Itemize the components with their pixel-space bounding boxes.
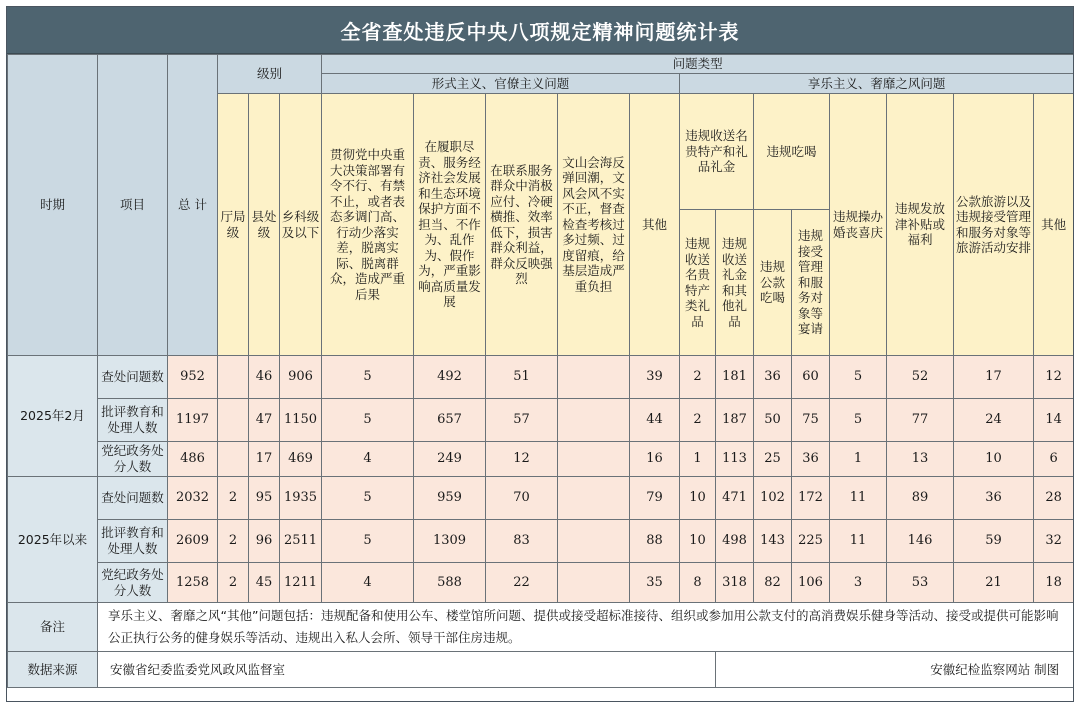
data-cell: 4: [322, 563, 414, 603]
data-cell: 45: [249, 563, 280, 603]
header-formalism-col: 贯彻党中央重大决策部署有令不行、有禁不止，或者表态多调门高、行动少落实差，脱离实际、脱离群众，造成严重后果: [322, 94, 414, 356]
table-row: [8, 356, 1074, 399]
data-cell: 50: [754, 399, 792, 442]
header-total: 总 计: [168, 55, 218, 356]
data-cell: 39: [630, 356, 680, 399]
data-cell: 172: [792, 477, 830, 520]
header-gift-col: 违规收送名贵特产类礼品: [680, 210, 716, 356]
header-dining-col: 违规公款吃喝: [754, 210, 792, 356]
data-cell: [558, 520, 630, 563]
data-cell: 52: [887, 356, 954, 399]
data-cell: 2032: [168, 477, 218, 520]
row-item-label: 批评教育和处理人数: [98, 520, 168, 563]
data-cell: [558, 442, 630, 477]
data-cell: 952: [168, 356, 218, 399]
header-hedonism-group: 享乐主义、奢靡之风问题: [680, 74, 1074, 94]
data-cell: 469: [280, 442, 322, 477]
data-cell: 5: [322, 477, 414, 520]
data-cell: 8: [680, 563, 716, 603]
data-cell: 95: [249, 477, 280, 520]
data-cell: 11: [830, 520, 887, 563]
sheet-title: 全省查处违反中央八项规定精神问题统计表: [7, 7, 1073, 54]
data-cell: 588: [414, 563, 486, 603]
data-cell: 181: [716, 356, 754, 399]
data-cell: [218, 399, 249, 442]
data-cell: [218, 442, 249, 477]
header-dining-col: 违规接受管理和服务对象等宴请: [792, 210, 830, 356]
header-item: 项目: [98, 55, 168, 356]
data-cell: 5: [830, 356, 887, 399]
stats-sheet: [6, 6, 1074, 702]
table-row: [8, 477, 1074, 520]
data-cell: [558, 399, 630, 442]
header-formalism-other: 其他: [630, 94, 680, 356]
data-cell: 12: [486, 442, 558, 477]
data-cell: 102: [754, 477, 792, 520]
data-cell: 28: [1034, 477, 1074, 520]
data-cell: 22: [486, 563, 558, 603]
data-cell: 1150: [280, 399, 322, 442]
header-formalism-col: 文山会海反弹回潮，文风会风不实不正，督查检查考核过多过频、过度留痕，给基层造成严重负担: [558, 94, 630, 356]
header-formalism-col: 在联系服务群众中消极应付、冷硬横推、效率低下，损害群众利益，群众反映强烈: [486, 94, 558, 356]
table-row: [8, 442, 1074, 477]
stats-table: [7, 54, 1074, 688]
data-cell: 79: [630, 477, 680, 520]
table-row: [8, 520, 1074, 563]
data-cell: 18: [1034, 563, 1074, 603]
data-cell: 1935: [280, 477, 322, 520]
data-cell: 77: [887, 399, 954, 442]
data-cell: 959: [414, 477, 486, 520]
data-cell: 187: [716, 399, 754, 442]
data-cell: 16: [630, 442, 680, 477]
data-cell: 25: [754, 442, 792, 477]
data-cell: 486: [168, 442, 218, 477]
data-cell: 70: [486, 477, 558, 520]
data-cell: 1211: [280, 563, 322, 603]
data-cell: 498: [716, 520, 754, 563]
data-cell: [558, 563, 630, 603]
table-row: [8, 563, 1074, 603]
data-cell: 60: [792, 356, 830, 399]
data-cell: 471: [716, 477, 754, 520]
data-cell: 5: [322, 356, 414, 399]
data-cell: 21: [954, 563, 1034, 603]
data-cell: [558, 477, 630, 520]
header-gift-col: 违规收送礼金和其他礼品: [716, 210, 754, 356]
data-cell: 2511: [280, 520, 322, 563]
data-cell: 12: [1034, 356, 1074, 399]
data-cell: 2: [218, 477, 249, 520]
data-cell: 59: [954, 520, 1034, 563]
data-cell: 2: [680, 399, 716, 442]
data-cell: 75: [792, 399, 830, 442]
data-cell: 2: [680, 356, 716, 399]
data-cell: 36: [954, 477, 1034, 520]
row-item-label: 查处问题数: [98, 356, 168, 399]
header-level-bureau: 厅局级: [218, 94, 249, 356]
data-cell: 1197: [168, 399, 218, 442]
header-dining-group: 违规吃喝: [754, 94, 830, 210]
row-item-label: 批评教育和处理人数: [98, 399, 168, 442]
data-cell: 96: [249, 520, 280, 563]
remarks-label: 备注: [8, 603, 98, 652]
data-cell: 249: [414, 442, 486, 477]
row-item-label: 党纪政务处分人数: [98, 563, 168, 603]
data-cell: [558, 356, 630, 399]
data-cell: 5: [322, 399, 414, 442]
data-cell: 1258: [168, 563, 218, 603]
header-problem-type: 问题类型: [322, 55, 1074, 74]
data-cell: 88: [630, 520, 680, 563]
header-level-county: 县处级: [249, 94, 280, 356]
header-formalism-group: 形式主义、官僚主义问题: [322, 74, 680, 94]
source-label: 数据来源: [8, 652, 98, 688]
data-cell: 5: [830, 399, 887, 442]
data-cell: 47: [249, 399, 280, 442]
data-cell: 17: [249, 442, 280, 477]
data-cell: 318: [716, 563, 754, 603]
data-cell: 492: [414, 356, 486, 399]
period-label: 2025年以来: [8, 477, 98, 603]
data-cell: 225: [792, 520, 830, 563]
data-cell: 2609: [168, 520, 218, 563]
data-cell: 36: [792, 442, 830, 477]
header-period: 时期: [8, 55, 98, 356]
data-cell: 36: [754, 356, 792, 399]
data-cell: 83: [486, 520, 558, 563]
data-cell: [218, 356, 249, 399]
data-cell: 53: [887, 563, 954, 603]
data-cell: 6: [1034, 442, 1074, 477]
data-cell: 1: [830, 442, 887, 477]
header-gift-group: 违规收送名贵特产和礼品礼金: [680, 94, 754, 210]
data-cell: 57: [486, 399, 558, 442]
data-cell: 46: [249, 356, 280, 399]
row-item-label: 党纪政务处分人数: [98, 442, 168, 477]
data-cell: 44: [630, 399, 680, 442]
data-cell: 2: [218, 520, 249, 563]
data-cell: 143: [754, 520, 792, 563]
header-hedonism-col: 违规发放津补贴或福利: [887, 94, 954, 356]
data-cell: 146: [887, 520, 954, 563]
data-cell: 106: [792, 563, 830, 603]
data-cell: 10: [680, 520, 716, 563]
data-cell: 32: [1034, 520, 1074, 563]
data-cell: 35: [630, 563, 680, 603]
data-cell: 657: [414, 399, 486, 442]
header-formalism-col: 在履职尽责、服务经济社会发展和生态环境保护方面不担当、不作为、乱作为、假作为，严重影响高质量发展: [414, 94, 486, 356]
data-cell: 1309: [414, 520, 486, 563]
data-cell: 10: [954, 442, 1034, 477]
data-cell: 89: [887, 477, 954, 520]
data-cell: 4: [322, 442, 414, 477]
data-cell: 10: [680, 477, 716, 520]
header-level-township: 乡科级及以下: [280, 94, 322, 356]
data-cell: 3: [830, 563, 887, 603]
data-cell: 11: [830, 477, 887, 520]
data-cell: 113: [716, 442, 754, 477]
remarks-text: 享乐主义、奢靡之风“其他”问题包括：违规配备和使用公车、楼堂馆所问题、提供或接受超标准接待、组织或参加用公款支付的高消费娱乐健身等活动、接受或提供可能影响公正执行公务的健身娱乐等活动、违规出入私人会所、领导干部住房违规。: [98, 603, 1074, 652]
table-row: [8, 399, 1074, 442]
source-value: 安徽省纪委监委党风政风监督室: [98, 652, 716, 688]
source-credit: 安徽纪检监察网站 制图: [716, 652, 1074, 688]
data-cell: 14: [1034, 399, 1074, 442]
period-label: 2025年2月: [8, 356, 98, 477]
data-cell: 82: [754, 563, 792, 603]
data-cell: 1: [680, 442, 716, 477]
data-cell: 13: [887, 442, 954, 477]
header-hedonism-col: 违规操办婚丧喜庆: [830, 94, 887, 356]
header-hedonism-col: 公款旅游以及违规接受管理和服务对象等旅游活动安排: [954, 94, 1034, 356]
data-cell: 17: [954, 356, 1034, 399]
data-cell: 51: [486, 356, 558, 399]
data-cell: 24: [954, 399, 1034, 442]
header-hedonism-other: 其他: [1034, 94, 1074, 356]
data-cell: 906: [280, 356, 322, 399]
table-body: [8, 356, 1074, 603]
data-cell: 5: [322, 520, 414, 563]
row-item-label: 查处问题数: [98, 477, 168, 520]
header-level: 级别: [218, 55, 322, 94]
data-cell: 2: [218, 563, 249, 603]
